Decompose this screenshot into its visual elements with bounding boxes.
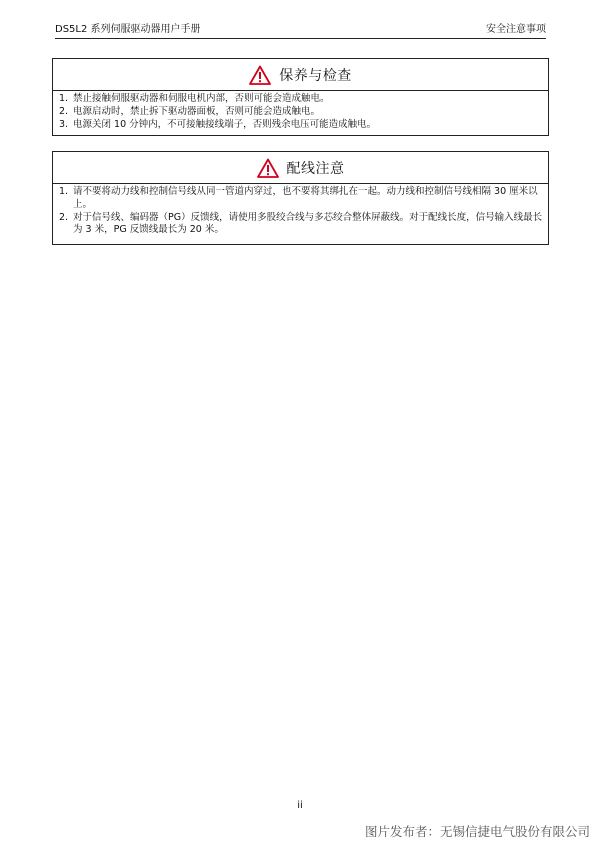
chapter-title: 安全注意事项 — [486, 24, 546, 35]
list-item — [59, 186, 544, 212]
item-number: 2. — [59, 105, 69, 117]
item-number: 1. — [59, 93, 69, 104]
item-number: 3. — [59, 118, 69, 130]
item-list — [53, 91, 548, 134]
page-header — [55, 23, 546, 39]
item-number: 1. — [59, 186, 69, 197]
list-item — [59, 119, 544, 132]
warning-triangle-icon — [257, 158, 279, 178]
publisher-credit: 图片发布者：无锡信捷电气股份有限公司 — [364, 824, 590, 839]
item-number: 2. — [59, 211, 69, 223]
maintenance-section — [52, 58, 549, 136]
manual-title: DS5L2 系列伺服驱动器用户手册 — [55, 24, 201, 35]
warning-triangle-icon — [249, 65, 271, 85]
item-text: 请不要将动力线和控制信号线从同一管道内穿过，也不要将其绑扎在一起。动力线和控制信号线相隔 30 厘米以上。 — [73, 186, 538, 210]
section-title-bar — [53, 152, 548, 184]
list-item — [59, 93, 544, 106]
list-item — [59, 106, 544, 119]
page-number: ii — [297, 800, 303, 811]
item-text: 电源启动时，禁止拆下驱动器面板，否则可能会造成触电。 — [73, 105, 321, 117]
item-text: 电源关闭 10 分钟内，不可接触接线端子，否则残余电压可能造成触电。 — [73, 118, 377, 130]
item-text: 禁止接触伺服驱动器和伺服电机内部，否则可能会造成触电。 — [73, 93, 330, 104]
section-title-bar — [53, 59, 548, 91]
item-list — [53, 184, 548, 240]
wiring-section — [52, 151, 549, 245]
item-text: 对于信号线、编码器（PG）反馈线，请使用多股绞合线与多芯绞合整体屏蔽线。对于配线长度，信号输入线最长为 3 米，PG 反馈线最长为 20 米。 — [73, 211, 543, 236]
list-item — [59, 212, 544, 238]
section-title: 配线注意 — [286, 160, 345, 177]
section-title: 保养与检查 — [279, 67, 352, 84]
